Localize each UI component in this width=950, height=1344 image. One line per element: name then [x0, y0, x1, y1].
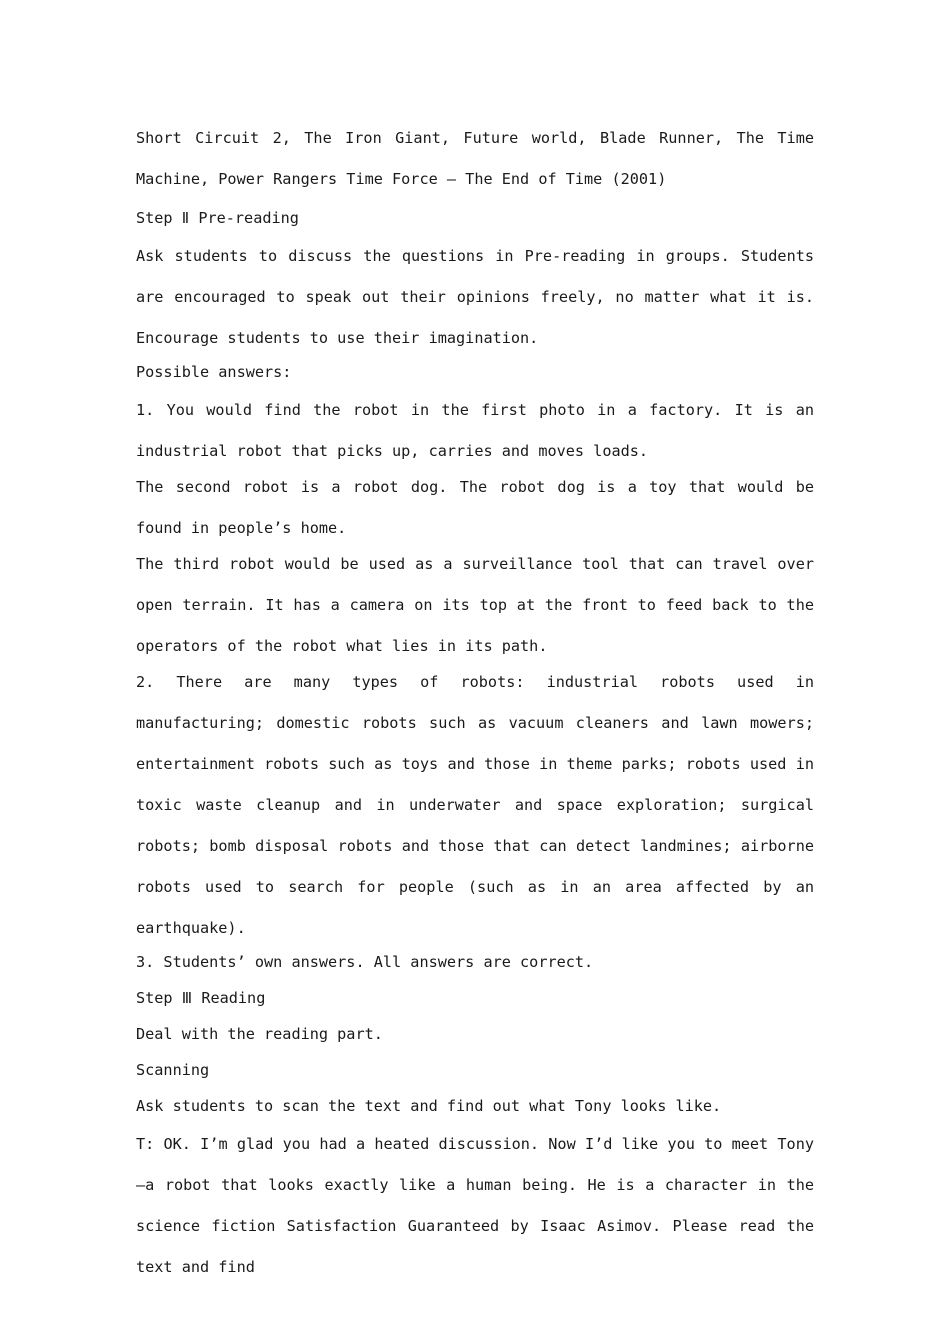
step-2-heading: Step Ⅱ Pre-reading [136, 209, 299, 227]
scanning-heading: Scanning [136, 1061, 210, 1079]
pre-reading-instruction: Ask students to discuss the questions in Pre-reading in groups. Students are encouraged to speak out their opinions freely, no matter what it is. Encourage students to use their imagination. [136, 247, 814, 347]
document-page [136, 118, 814, 1288]
teacher-dialogue: T: OK. I’m glad you had a heated discussion. Now I’d like you to meet Tony—a robot that looks exactly like a human being. He is a character in the science fiction Satisfaction Guaranteed by Isaac Asimov. Please read the text and find [136, 1135, 814, 1276]
film-list-paragraph: Short Circuit 2, The Iron Giant, Future world, Blade Runner, The Time Machine, Power Rangers Time Force — The End of Time (2001) [136, 129, 814, 188]
answer-1-surveillance: The third robot would be used as a surveillance tool that can travel over open terrain. It has a camera on its top at the front to feed back to the operators of the robot what lies in its path. [136, 555, 814, 655]
step-3-heading: Step Ⅲ Reading [136, 989, 266, 1007]
answer-3-paragraph: 3. Students’ own answers. All answers are correct. [136, 953, 594, 971]
scanning-instruction: Ask students to scan the text and find out what Tony looks like. [136, 1097, 722, 1115]
answer-1-paragraph: 1. You would find the robot in the first photo in a factory. It is an industrial robot that picks up, carries and moves loads. [136, 401, 814, 460]
possible-answers-label: Possible answers: [136, 363, 292, 381]
answer-1-robot-dog: The second robot is a robot dog. The robot dog is a toy that would be found in people’s home. [136, 478, 814, 537]
reading-part-line: Deal with the reading part. [136, 1025, 383, 1043]
answer-2-paragraph: 2. There are many types of robots: industrial robots used in manufacturing; domestic robots such as vacuum cleaners and lawn mowers; entertainment robots such as toys and those in theme parks; robots used in toxic waste cleanup and in underwater and space exploration; surgical robots; bomb disposal robots and those that can detect landmines; airborne robots used to search for people (such as in an area affected by an earthquake). [136, 673, 814, 937]
